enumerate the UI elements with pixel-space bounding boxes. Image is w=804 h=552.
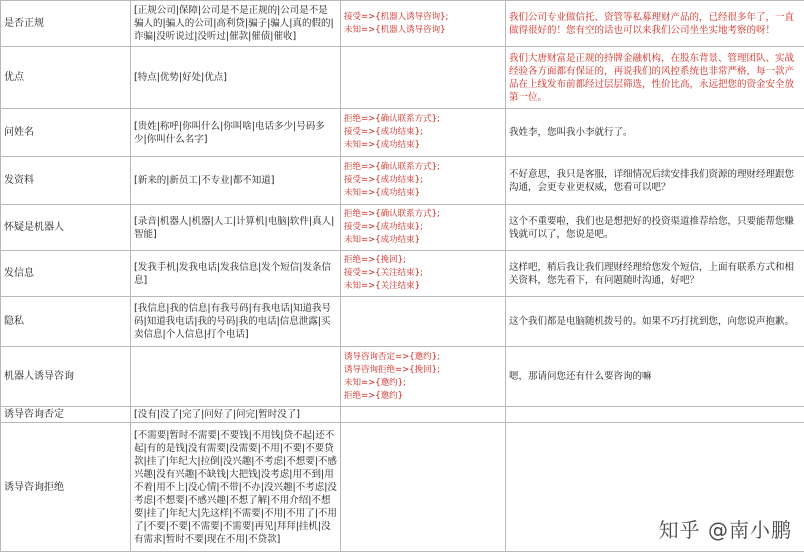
- keywords-cell: [录音|机器人|机器|人工|计算机|电脑|软件|真人|智能]: [131, 205, 341, 251]
- reply-cell: 这个我们都是电脑随机拨号的。如果不巧打扰到您，向您说声抱歉。: [506, 297, 804, 347]
- actions-cell: [341, 407, 506, 423]
- actions-cell: [341, 109, 506, 157]
- topic-cell: 是否正规: [1, 1, 131, 47]
- table-row: [1, 297, 804, 347]
- action-line: 未知=>{成功结束}: [344, 139, 502, 152]
- actions-cell: [341, 157, 506, 205]
- actions-cell: [341, 47, 506, 109]
- keywords-cell: [没有|没了|完了|问好了|问完|暂时没了]: [131, 407, 341, 423]
- reply-cell: 嗯，那请问您还有什么要咨询的嘛: [506, 347, 804, 407]
- keywords-cell: [新来的|新员工|不专业|都不知道]: [131, 157, 341, 205]
- keywords-cell: [正规公司|保障|公司是不是正规的|公司是不是骗人的|骗人的公司|高利贷|骗子|骗人|真的假的|诈骗|没听说过|没听过|催款|催债|催收]: [131, 1, 341, 47]
- table-row: [1, 205, 804, 251]
- actions-cell: [341, 347, 506, 407]
- topic-cell: 问姓名: [1, 109, 131, 157]
- action-line: 拒绝=>{确认联系方式};: [344, 208, 502, 221]
- table-row: [1, 347, 804, 407]
- table-row: [1, 47, 804, 109]
- action-line: 未知=>{机器人诱导咨询}: [344, 24, 502, 37]
- topic-cell: 隐私: [1, 297, 131, 347]
- action-line: 接受=>{成功结束};: [344, 126, 502, 139]
- reply-cell: 这个不重要啦，我们也是想把好的投资渠道推荐给您，只要能帮您赚钱就可以了，您说是吧。: [506, 205, 804, 251]
- topic-cell: 诱导咨询否定: [1, 407, 131, 423]
- action-line: 接受=>{机器人诱导咨询};: [344, 11, 502, 24]
- reply-cell: 我姓李，您叫我小李就行了。: [506, 109, 804, 157]
- action-line: 拒绝=>{邀约}: [344, 390, 502, 403]
- keywords-cell: [贵姓|称呼|你叫什么|你叫啥|电话多少|号码多少|你叫什么名字]: [131, 109, 341, 157]
- keywords-cell: [发我手机|发我电话|发我信息|发个短信|发条信息]: [131, 251, 341, 297]
- topic-cell: 诱导咨询拒绝: [1, 423, 131, 552]
- action-line: 诱导咨询否定=>{邀约};: [344, 351, 502, 364]
- reply-cell: 不好意思，我只是客服，详细情况后续安排我们资源的理财经理跟您沟通，会更专业更权威，您看可以吧？: [506, 157, 804, 205]
- keywords-cell: [不需要|暂时不需要|不要钱|不用钱|贷不起|还不起|有的是钱|没有需要|没需要|不用|不要|不要贷款|挂了|年纪大|拉倒|没兴趣|不考虑|不想要|不感兴趣|没有兴趣|不缺钱|大把钱|没考虑|用不到|用不着|用不上|没心情|不带|不办|没兴趣|不考虑|没考虑|不想要|不感兴趣|不想了解|不用介绍|不想要|挂了|年纪大|先这样|不需要|不用|不用了|不用了|不要|不要|不需要|不需要|再见|拜拜|挂机|没有需求|暂时不要|现在不用|不贷款]: [131, 423, 341, 552]
- topic-cell: 怀疑是机器人: [1, 205, 131, 251]
- reply-cell: 这样吧，稍后我让我们理财经理给您发个短信，上面有联系方式和相关资料，您先看下，有问题随时沟通，好吧？: [506, 251, 804, 297]
- reply-cell: [506, 407, 804, 423]
- action-line: 接受=>{关注结束};: [344, 267, 502, 280]
- action-line: 未知=>{邀约};: [344, 377, 502, 390]
- action-line: 诱导咨询拒绝=>{挽回};: [344, 364, 502, 377]
- actions-cell: [341, 297, 506, 347]
- reply-cell: 我们公司专业做信托、资管等私募理财产品的，已经很多年了，一直做得很好的！您有空的话也可以来我们公司坐坐实地考察的呀！: [506, 1, 804, 47]
- action-line: 接受=>{成功结束};: [344, 221, 502, 234]
- actions-cell: [341, 423, 506, 552]
- action-line: 未知=>{成功结束}: [344, 234, 502, 247]
- reply-cell: 我们大唐财富是正规的持牌金融机构，在股东背景、管理团队、实战经验各方面都有保证的，再说我们的风控系统也非常严格，每一款产品在上线发布前都经过层层筛选，性价比高，永远把您的资金安全放第一位。: [506, 47, 804, 109]
- actions-cell: [341, 205, 506, 251]
- action-line: 拒绝=>{确认联系方式};: [344, 161, 502, 174]
- topic-cell: 机器人诱导咨询: [1, 347, 131, 407]
- topic-cell: 发信息: [1, 251, 131, 297]
- table-row: [1, 407, 804, 423]
- keywords-cell: [我信息|我的信息|有我号码|有我电话|知道我号码|知道我电话|我的号码|我的电话|信息泄露|买卖信息|个人信息|打个电话]: [131, 297, 341, 347]
- table-row: [1, 109, 804, 157]
- actions-cell: [341, 1, 506, 47]
- keywords-cell: [131, 347, 341, 407]
- zhihu-watermark: 知乎 @南小鹏: [659, 514, 792, 543]
- table-row: [1, 251, 804, 297]
- action-line: 拒绝=>{确认联系方式};: [344, 113, 502, 126]
- action-line: 未知=>{成功结束}: [344, 187, 502, 200]
- table-row: [1, 157, 804, 205]
- topic-cell: 优点: [1, 47, 131, 109]
- keywords-cell: [特点|优势|好处|优点]: [131, 47, 341, 109]
- action-line: 未知=>{关注结束}: [344, 280, 502, 293]
- table-row: [1, 1, 804, 47]
- action-line: 拒绝=>{挽回};: [344, 254, 502, 267]
- topic-cell: 发资料: [1, 157, 131, 205]
- action-line: 接受=>{成功结束};: [344, 174, 502, 187]
- actions-cell: [341, 251, 506, 297]
